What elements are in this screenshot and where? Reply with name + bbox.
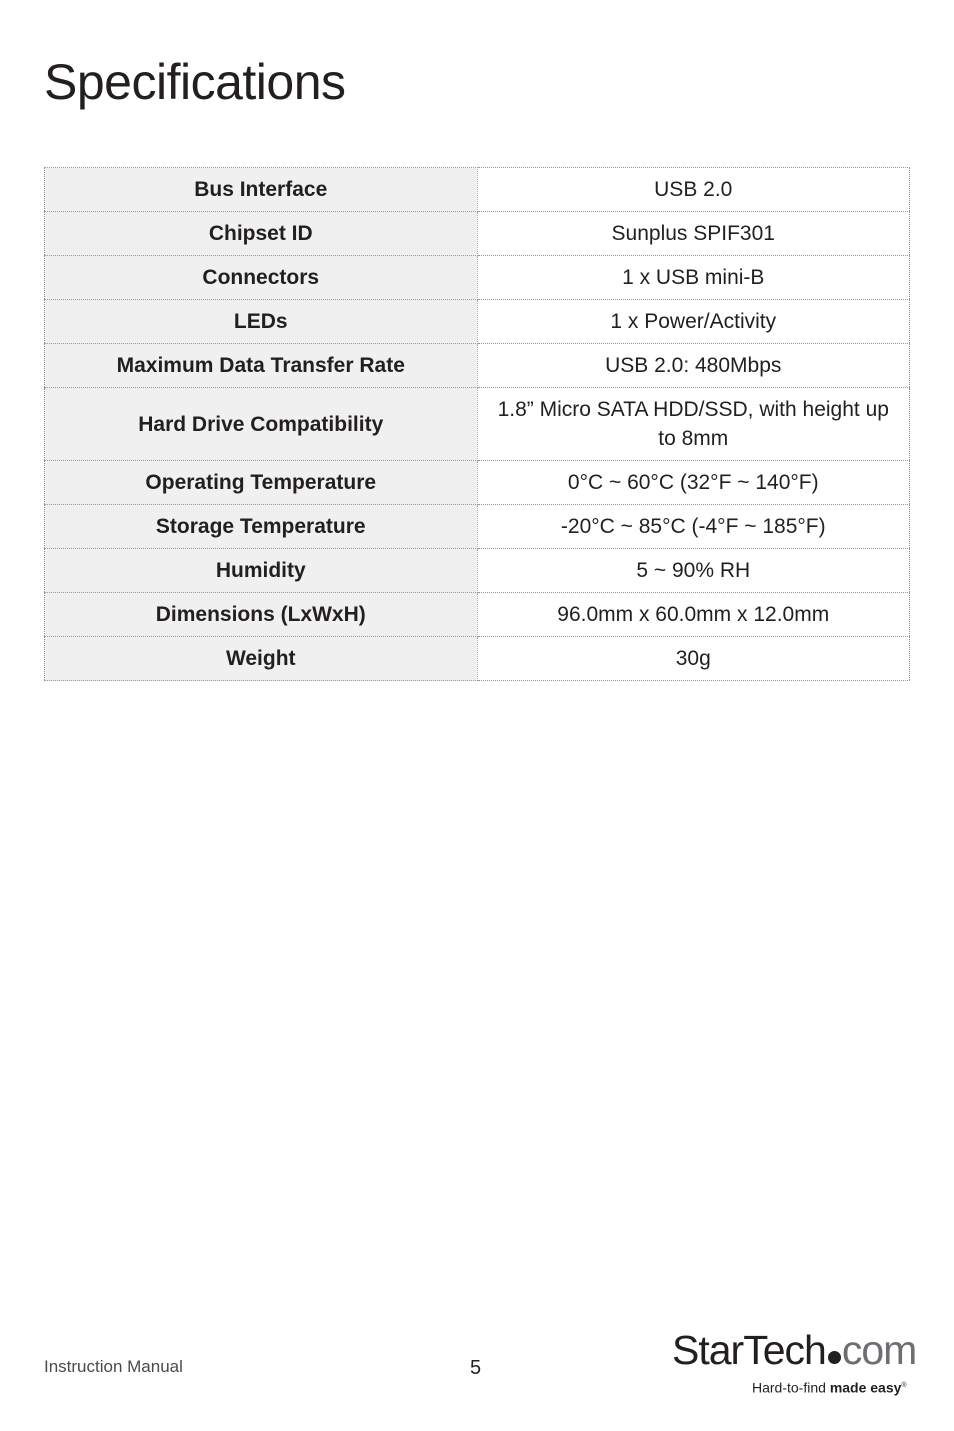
logo-tagline-mark: ®	[901, 1382, 907, 1389]
specifications-table-body	[45, 168, 910, 681]
table-row	[45, 256, 910, 300]
table-row	[45, 212, 910, 256]
logo-brand-suffix: com	[841, 1327, 917, 1373]
logo-brand-main: StarTech	[672, 1327, 826, 1373]
spec-label: Hard Drive Compatibility	[45, 388, 478, 461]
table-row	[45, 549, 910, 593]
table-row	[45, 505, 910, 549]
spec-value: 30g	[477, 637, 910, 681]
logo-tagline-regular: Hard-to-find	[752, 1379, 826, 1396]
spec-value: 0°C ~ 60°C (32°F ~ 140°F)	[477, 461, 910, 505]
logo-tagline	[752, 1378, 907, 1396]
spec-value: Sunplus SPIF301	[477, 212, 910, 256]
table-row	[45, 300, 910, 344]
spec-label: Bus Interface	[45, 168, 478, 212]
spec-label: Humidity	[45, 549, 478, 593]
page-title: Specifications	[44, 54, 346, 110]
spec-value: USB 2.0	[477, 168, 910, 212]
spec-label: Connectors	[45, 256, 478, 300]
table-row	[45, 593, 910, 637]
table-row	[45, 344, 910, 388]
spec-value: 1.8” Micro SATA HDD/SSD, with height up to 8mm	[477, 388, 910, 461]
spec-value: 1 x USB mini-B	[477, 256, 910, 300]
spec-value: -20°C ~ 85°C (-4°F ~ 185°F)	[477, 505, 910, 549]
page-number: 5	[470, 1357, 482, 1379]
spec-label: Dimensions (LxWxH)	[45, 593, 478, 637]
spec-value: 5 ~ 90% RH	[477, 549, 910, 593]
logo-dot-icon	[828, 1351, 841, 1364]
spec-label: LEDs	[45, 300, 478, 344]
spec-value: 96.0mm x 60.0mm x 12.0mm	[477, 593, 910, 637]
specifications-table	[44, 167, 910, 681]
table-row	[45, 388, 910, 461]
table-row	[45, 168, 910, 212]
spec-label: Maximum Data Transfer Rate	[45, 344, 478, 388]
spec-value: USB 2.0: 480Mbps	[477, 344, 910, 388]
spec-label: Chipset ID	[45, 212, 478, 256]
spec-label: Weight	[45, 637, 478, 681]
table-row	[45, 637, 910, 681]
spec-value: 1 x Power/Activity	[477, 300, 910, 344]
footer-manual-label: Instruction Manual	[44, 1357, 183, 1376]
startech-logo	[672, 1328, 922, 1398]
logo-wordmark	[672, 1328, 916, 1372]
spec-label: Storage Temperature	[45, 505, 478, 549]
logo-tagline-bold: made easy	[829, 1379, 902, 1396]
spec-label: Operating Temperature	[45, 461, 478, 505]
table-row	[45, 461, 910, 505]
